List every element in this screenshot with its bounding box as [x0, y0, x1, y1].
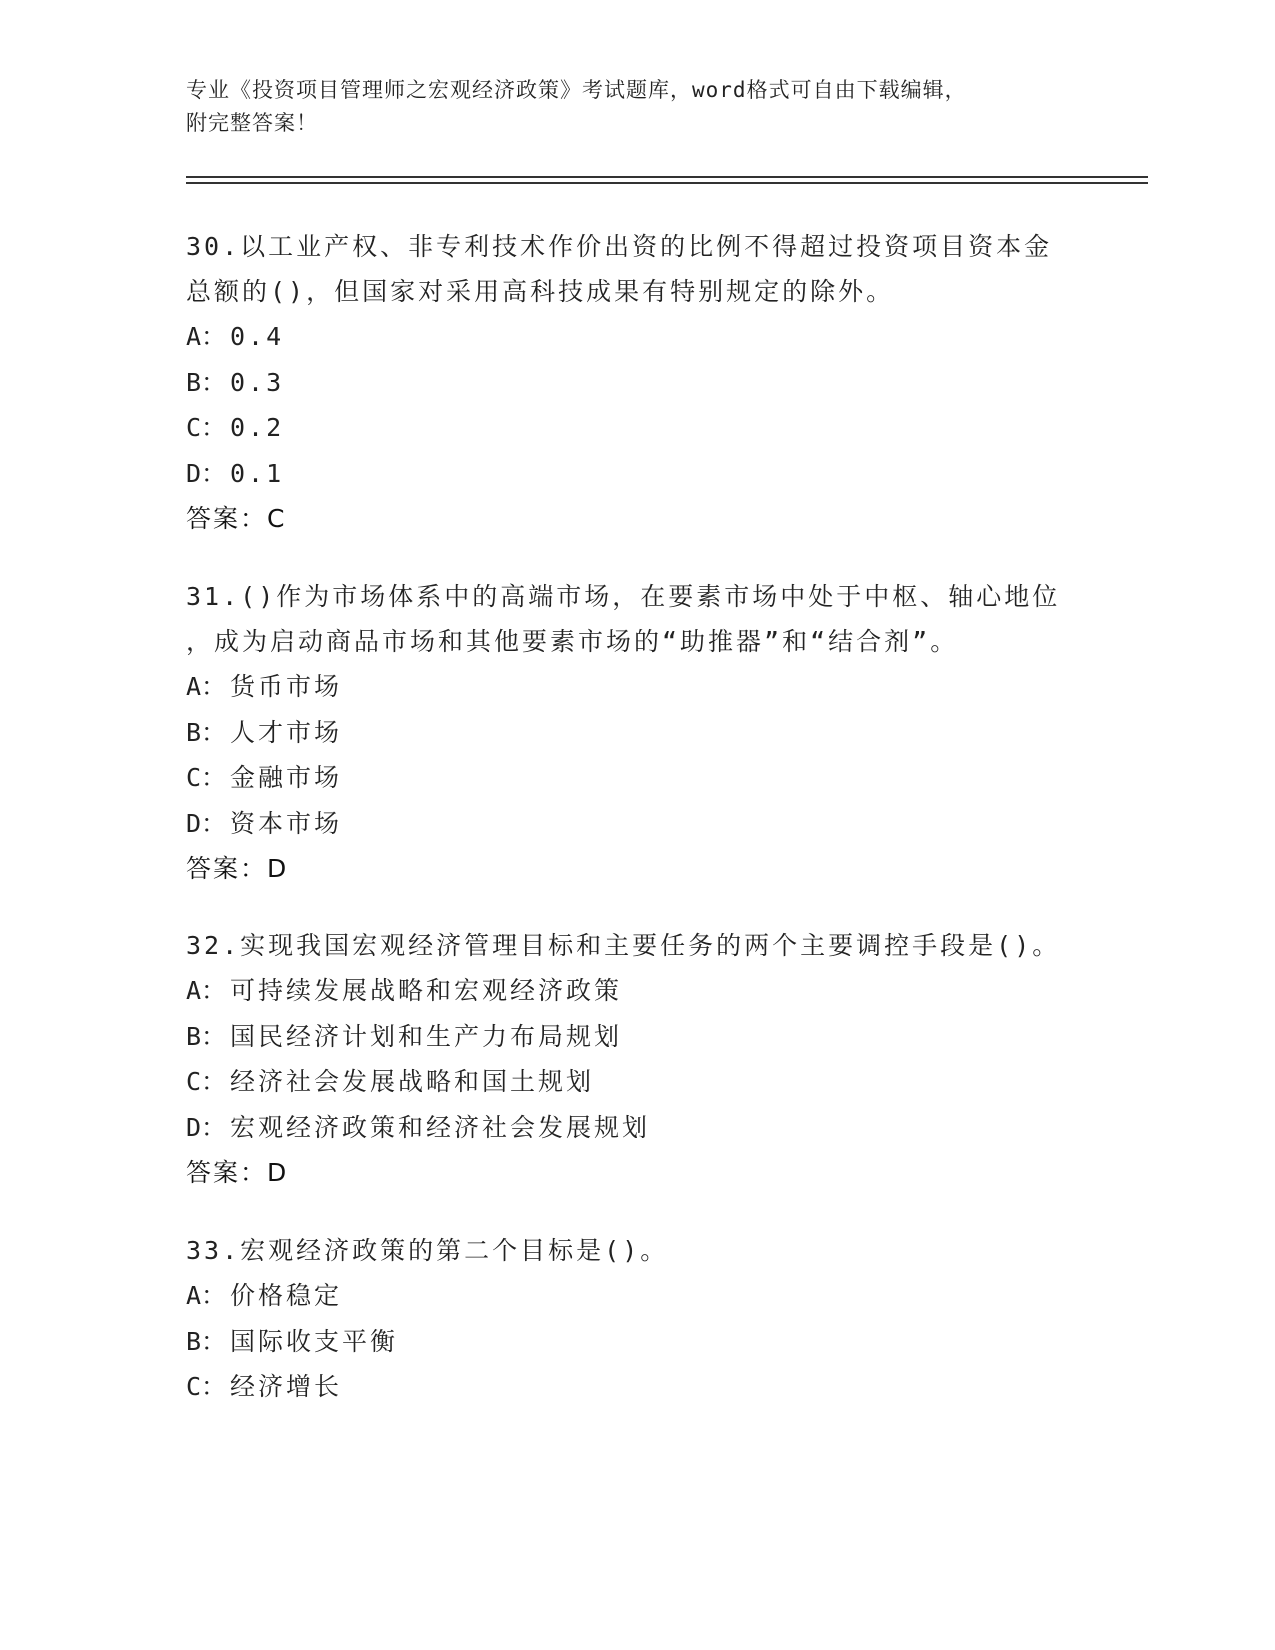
question-33 [186, 1228, 1086, 1410]
question-text-line: 总额的()，但国家对采用高科技成果有特别规定的除外。 [186, 277, 895, 306]
option-key: D： [186, 1112, 227, 1142]
answer-value: D [267, 1158, 288, 1187]
option-d [186, 451, 1086, 497]
answer-line [186, 496, 1086, 541]
option-text: 国际收支平衡 [230, 1326, 399, 1356]
option-b [186, 710, 1086, 756]
option-key: D： [186, 808, 227, 838]
option-key: D： [186, 458, 227, 488]
question-30 [186, 224, 1086, 541]
option-key: B： [186, 717, 227, 747]
option-c [186, 1059, 1086, 1105]
option-d [186, 801, 1086, 847]
question-text-line: 33.宏观经济政策的第二个目标是()。 [186, 1236, 669, 1265]
option-text: 人才市场 [230, 717, 343, 747]
option-key: B： [186, 367, 227, 397]
option-key: A： [186, 1281, 227, 1310]
option-text: 0.1 [230, 458, 285, 488]
option-b [186, 360, 1086, 406]
header-line-1: 专业《投资项目管理师之宏观经济政策》考试题库，word格式可自由下载编辑， [186, 78, 967, 102]
option-text: 0.4 [230, 322, 285, 351]
option-c [186, 405, 1086, 451]
answer-label: 答案： [186, 504, 268, 533]
option-text: 宏观经济政策和经济社会发展规划 [230, 1112, 651, 1142]
option-key: A： [186, 672, 227, 701]
option-key: C： [186, 413, 227, 442]
option-text: 金融市场 [230, 763, 343, 792]
option-key: B： [186, 1021, 227, 1051]
question-32 [186, 923, 1086, 1195]
answer-line [186, 1150, 1086, 1195]
document-header [186, 74, 1086, 140]
answer-line [186, 846, 1086, 891]
option-text: 可持续发展战略和宏观经济政策 [230, 976, 623, 1005]
option-text: 经济社会发展战略和国土规划 [230, 1067, 595, 1096]
option-key: C： [186, 763, 227, 792]
option-key: A： [186, 322, 227, 351]
option-b [186, 1319, 1086, 1365]
option-b [186, 1014, 1086, 1060]
question-text-line: 32.实现我国宏观经济管理目标和主要任务的两个主要调控手段是()。 [186, 931, 1061, 960]
header-divider-bottom [186, 182, 1148, 184]
answer-value: D [267, 854, 288, 883]
question-text-line: 31.()作为市场体系中的高端市场，在要素市场中处于中枢、轴心地位 [186, 582, 1061, 611]
option-text: 0.3 [230, 367, 285, 397]
option-text: 资本市场 [230, 808, 343, 838]
option-a [186, 664, 1086, 710]
option-key: B： [186, 1326, 227, 1356]
option-c [186, 755, 1086, 801]
option-a [186, 1273, 1086, 1319]
question-31 [186, 574, 1086, 891]
question-text-line: 30.以工业产权、非专利技术作价出资的比例不得超过投资项目资本金 [186, 232, 1053, 261]
question-text-line: ，成为启动商品市场和其他要素市场的“助推器”和“结合剂”。 [186, 627, 959, 656]
option-text: 国民经济计划和生产力布局规划 [230, 1021, 623, 1051]
option-key: C： [186, 1067, 227, 1096]
option-text: 0.2 [230, 413, 285, 442]
answer-label: 答案： [186, 1158, 268, 1187]
option-key: A： [186, 976, 227, 1005]
header-divider-top [186, 176, 1148, 178]
answer-value: C [267, 504, 286, 533]
option-c [186, 1364, 1086, 1410]
answer-label: 答案： [186, 854, 268, 883]
option-a [186, 968, 1086, 1014]
option-a [186, 314, 1086, 360]
option-d [186, 1105, 1086, 1151]
option-text: 价格稳定 [230, 1281, 343, 1310]
option-text: 经济增长 [230, 1372, 343, 1401]
option-text: 货币市场 [230, 672, 343, 701]
option-key: C： [186, 1372, 227, 1401]
header-line-2: 附完整答案！ [186, 111, 318, 135]
